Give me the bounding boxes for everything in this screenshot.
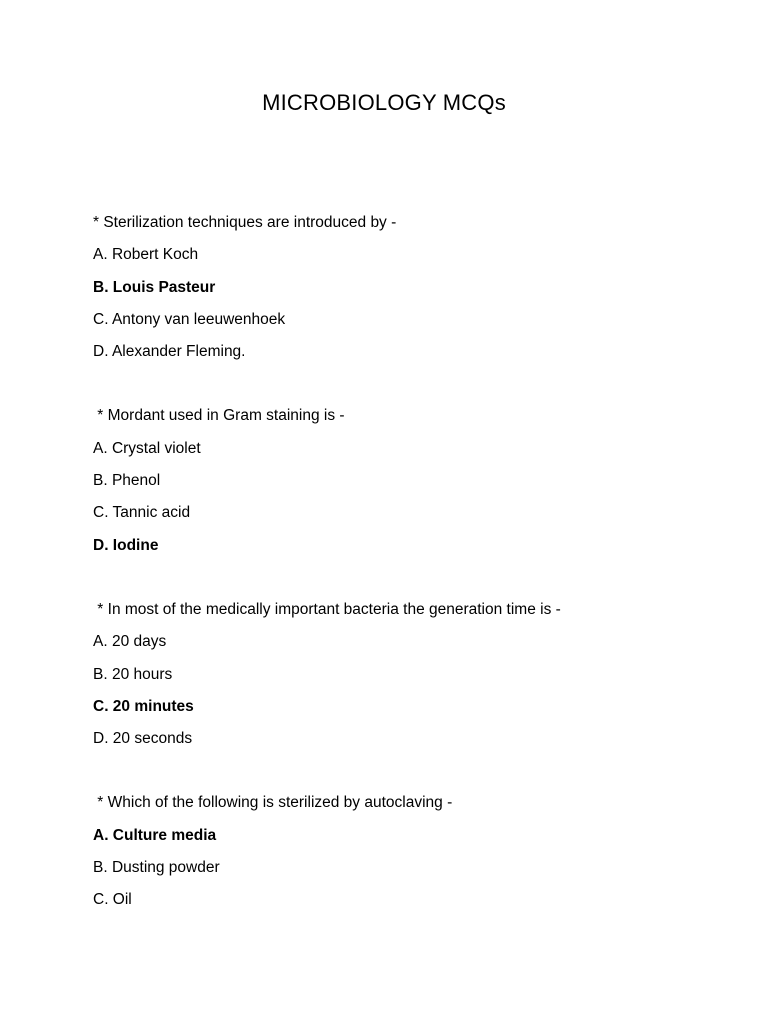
question-text: * Mordant used in Gram staining is - xyxy=(93,407,345,425)
option: C. Tannic acid xyxy=(93,504,191,522)
option: C. Antony van leeuwenhoek xyxy=(93,310,286,328)
option: A. Robert Koch xyxy=(93,246,199,264)
option: B. Dusting powder xyxy=(93,859,220,877)
option: B. Phenol xyxy=(93,472,161,490)
option-correct: B. Louis Pasteur xyxy=(93,278,216,296)
option: C. Oil xyxy=(93,891,132,909)
question-text: * In most of the medically important bacteria the generation time is - xyxy=(93,600,561,618)
page-title: MICROBIOLOGY MCQs xyxy=(262,90,506,115)
option-correct: C. 20 minutes xyxy=(93,697,194,715)
question-spacer xyxy=(93,760,713,792)
option: B. 20 hours xyxy=(93,665,173,683)
option: D. 20 seconds xyxy=(93,730,193,748)
option: D. Alexander Fleming. xyxy=(93,343,246,361)
question-text: * Sterilization techniques are introduced by - xyxy=(93,214,397,231)
question-spacer xyxy=(93,373,713,405)
option-correct: A. Culture media xyxy=(93,826,217,844)
option-correct: D. Iodine xyxy=(93,536,159,554)
question-spacer xyxy=(93,567,713,599)
question-text: * Which of the following is sterilized by autoclaving - xyxy=(93,794,453,812)
option: A. 20 days xyxy=(93,633,167,651)
option: A. Crystal violet xyxy=(93,439,201,457)
mcq-list xyxy=(93,212,713,922)
